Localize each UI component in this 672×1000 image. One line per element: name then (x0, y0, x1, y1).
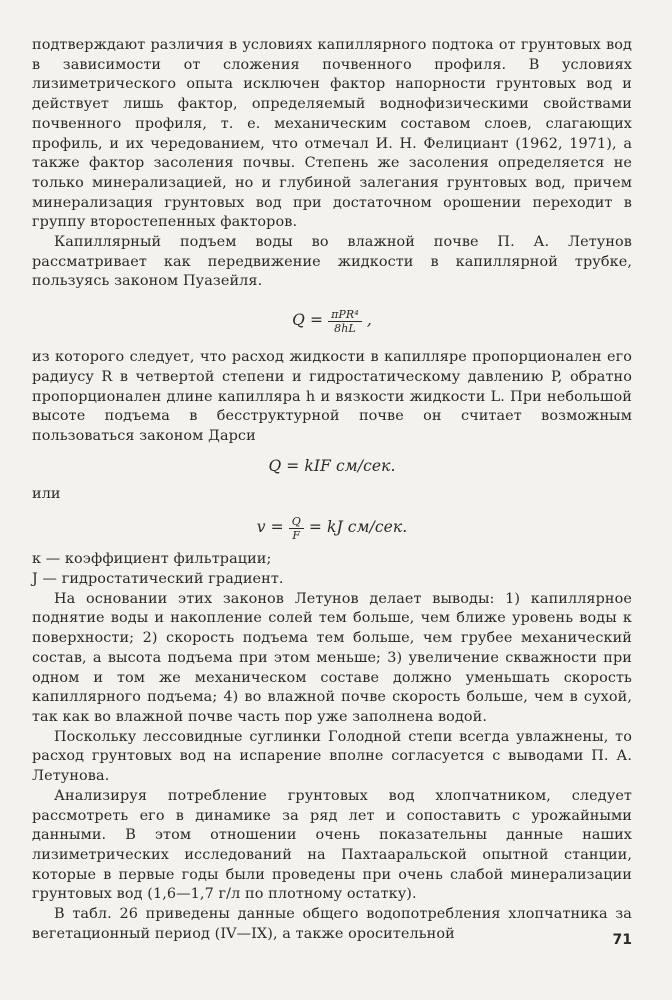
velocity-rhs: = kJ см/сек. (308, 518, 408, 537)
velocity-formula (32, 504, 632, 550)
poiseuille-tail: , (366, 311, 372, 330)
definition-j: J — гидростатический градиент. (32, 571, 284, 588)
velocity-fraction (289, 515, 304, 542)
paragraph-7: В табл. 26 приведены данные общего водопотребления хлопчатника за вегетационный период (IV—IX), а также оросительной (32, 906, 632, 942)
definitions (32, 550, 632, 589)
paragraph-3: из которого следует, что расход жидкости в капилляре пропорционален его радиусу R в четвертой степени и гидростатическому давлению P, обратно пропорционален длине капилляра h и вязкости жидкости L. При небольшой высоте подъема в бесструктурной почве он считает возможным пользоваться законом Дарси (32, 349, 632, 444)
paragraph-1: подтверждают различия в условиях капиллярного подтока от грунтовых вод в зависимости от сложения почвенного профиля. В условиях лизиметрического опыта исключен фактор напорности грунтовых вод и действует лишь фактор, определяемый воднофизическими свойствами почвенного профиля, т. е. механическим составом слоев, слагающих профиль, и их чередованием, что отмечал И. Н. Фелициант (1962, 1971), а также фактор засоления почвы. Степень же засоления определяется не только минерализацией, но и глубиной залегания грунтовых вод, причем минерализация грунтовых вод при достаточном орошении переходит в группу второстепенных факторов. (32, 37, 632, 231)
poiseuille-fraction (328, 308, 362, 335)
paragraph-6: Анализируя потребление грунтовых вод хлопчатником, следует рассмотреть его в динамике за ряд лет и сопоставить с урожайными данными. В этом отношении очень показательны данные наших лизиметрических исследований на Пахтааральской опытной станции, которые в первые годы были проведены при очень слабой минерализации грунтовых вод (1,6—1,7 г/л по плотному остатку). (32, 787, 632, 903)
page-body (32, 36, 632, 944)
paragraph-5: Поскольку лессовидные суглинки Голодной степи всегда увлажнены, то расход грунтовых вод на испарение вполне согласуется с выводами П. А. Летунова. (32, 728, 632, 785)
velocity-lhs: v = (256, 518, 284, 537)
poiseuille-lhs: Q = (292, 311, 324, 330)
definition-k: к — коэффициент фильтрации; (32, 551, 272, 568)
conjunction-or: или (32, 485, 61, 502)
poiseuille-denominator: 8hL (334, 321, 356, 335)
paragraph-2: Капиллярный подъем воды во влажной почве П. А. Летунов рассматривает как передвижение жидкости в капиллярной трубке, пользуясь законом Пуазейля. (32, 234, 632, 290)
velocity-denominator: F (292, 528, 301, 542)
page-number: 71 (612, 932, 632, 948)
paragraph-4: На основании этих законов Летунов делает выводы: 1) капиллярное поднятие воды и накопление солей тем больше, чем ближе уровень воды к поверхности; 2) скорость подъема тем больше, чем грубее механический состав, а высота подъема при этом меньше; 3) увеличение скважности при одном и том же механическом составе должно уменьшать скорость капиллярного подъема; 4) во влажной почве скорость больше, чем в сухой, так как во влажной почве часть пор уже заполнена водой. (32, 590, 632, 725)
poiseuille-numerator: πPR⁴ (328, 308, 362, 322)
poiseuille-formula (32, 292, 632, 348)
darcy-formula: Q = kIF см/сек. (268, 456, 396, 475)
velocity-numerator: Q (289, 515, 304, 529)
